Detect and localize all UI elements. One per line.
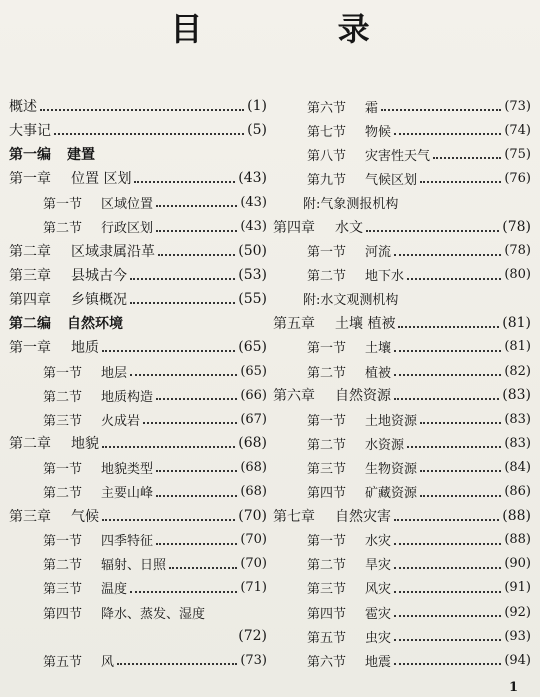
toc-page-ref: (71)	[240, 580, 267, 596]
dot-leader	[407, 264, 501, 280]
toc-label	[9, 144, 95, 164]
toc-title: 四季特征	[101, 534, 154, 550]
toc-label	[9, 120, 51, 140]
toc-title: 地下水	[365, 269, 405, 285]
dot-leader	[394, 553, 501, 569]
toc-label	[43, 217, 153, 236]
toc-title: 风灾	[365, 582, 392, 598]
toc-left-column	[9, 94, 267, 672]
toc-title: 地貌	[71, 436, 99, 453]
toc-page-ref: (94)	[504, 652, 531, 668]
dot-leader	[407, 432, 501, 448]
toc-number: 第八节	[307, 148, 347, 164]
toc-title: 旱灾	[365, 558, 392, 574]
toc-entry-section[interactable]	[273, 166, 531, 190]
toc-entry-section[interactable]	[273, 431, 531, 455]
toc-number: 第二节	[307, 269, 347, 285]
toc-title: 乡镇概况	[71, 291, 127, 308]
toc-page-ref: (83)	[504, 435, 531, 451]
toc-entry-section[interactable]	[9, 552, 267, 576]
dot-leader	[156, 384, 237, 400]
toc-number: 第二节	[307, 437, 347, 453]
toc-title: 自然灾害	[335, 508, 391, 525]
toc-title: 建置	[67, 147, 95, 164]
toc-page-ref: (65)	[240, 363, 267, 379]
toc-entry-section[interactable]	[9, 648, 267, 672]
dot-leader	[156, 216, 237, 232]
toc-page-ref: (76)	[504, 170, 531, 186]
toc-label	[307, 651, 391, 670]
toc-page-ref: (43)	[240, 194, 267, 210]
toc-title: 区域位置	[101, 196, 154, 212]
toc-number: 第二章	[9, 436, 51, 453]
toc-entry-chapter[interactable]	[273, 383, 531, 407]
dot-leader	[420, 167, 501, 183]
toc-page-ref: (81)	[504, 339, 531, 355]
toc-title: 虫灾	[365, 630, 392, 646]
toc-number: 第七节	[307, 124, 347, 140]
toc-entry-section[interactable]	[273, 455, 531, 479]
dot-leader	[366, 216, 499, 232]
toc-entry-part[interactable]	[9, 142, 267, 166]
toc-number: 第二节	[307, 558, 347, 574]
page-number: 1	[508, 680, 518, 695]
dot-leader	[381, 95, 501, 111]
toc-entry-chapter[interactable]	[273, 311, 531, 335]
toc-page-ref: (91)	[504, 580, 531, 596]
toc-page-ref: (70)	[238, 507, 267, 524]
toc-entry-section[interactable]	[273, 263, 531, 287]
dot-leader	[102, 336, 235, 352]
toc-number: 第一节	[307, 245, 347, 261]
dot-leader	[143, 408, 237, 424]
dot-leader	[394, 360, 501, 376]
toc-page-ref: (83)	[504, 411, 531, 427]
toc-right-column	[273, 94, 531, 672]
toc-page-ref: (88)	[502, 507, 531, 524]
toc-page-ref: (73)	[504, 98, 531, 114]
toc-label	[307, 410, 417, 429]
toc-number: 第二节	[43, 486, 83, 502]
dot-leader	[158, 240, 235, 256]
dot-leader	[102, 432, 235, 448]
toc-number: 第二节	[43, 389, 83, 405]
toc-label	[273, 506, 391, 526]
toc-entry-chapter[interactable]	[9, 166, 267, 190]
toc-entry-section[interactable]	[9, 190, 267, 214]
toc-entry-chapter[interactable]	[9, 287, 267, 311]
toc-label	[9, 433, 99, 453]
toc-title: 附:气象测报机构	[303, 196, 399, 212]
toc-label	[43, 458, 153, 477]
toc-page-ref: (78)	[504, 243, 531, 259]
toc-entry-section[interactable]	[9, 455, 267, 479]
dot-leader	[156, 529, 237, 545]
toc-title: 地震	[365, 654, 392, 670]
toc-number: 第二节	[307, 365, 347, 381]
toc-entry-chapter[interactable]	[9, 431, 267, 455]
toc-entry-section[interactable]	[273, 407, 531, 431]
toc-number: 第四节	[307, 606, 347, 622]
toc-label	[273, 217, 363, 237]
toc-entry-section[interactable]	[9, 383, 267, 407]
toc-entry-chapter[interactable]	[9, 335, 267, 359]
toc-label	[43, 603, 205, 622]
toc-label	[307, 145, 430, 164]
toc-title: 土地资源	[365, 413, 418, 429]
toc-label	[43, 193, 153, 212]
toc-page-ref: (67)	[240, 411, 267, 427]
toc-entry-section[interactable]	[273, 480, 531, 504]
toc-entry-section[interactable]	[9, 528, 267, 552]
dot-leader	[394, 529, 501, 545]
toc-page-ref: (92)	[504, 604, 531, 620]
toc-title: 水资源	[365, 437, 405, 453]
toc-label	[307, 97, 378, 116]
toc-label	[43, 530, 153, 549]
toc-title: 河流	[365, 245, 392, 261]
toc-title: 自然环境	[67, 315, 123, 332]
dot-leader	[394, 384, 499, 400]
dot-leader	[102, 505, 235, 521]
toc-page-ref: (50)	[238, 242, 267, 259]
toc-page-ref: (75)	[504, 146, 531, 162]
toc-title: 生物资源	[365, 461, 418, 477]
toc-number: 第六章	[273, 388, 315, 405]
toc-number: 第二节	[43, 221, 83, 237]
toc-label	[307, 530, 391, 549]
toc-page-ref: (1)	[247, 98, 267, 115]
toc-label	[303, 289, 398, 308]
toc-number: 第九节	[307, 172, 347, 188]
toc-entry-section[interactable]	[273, 118, 531, 142]
toc-number: 第二编	[9, 315, 51, 332]
toc-label	[9, 241, 155, 261]
dot-leader	[420, 456, 501, 472]
toc-title: 风	[101, 654, 115, 670]
toc-title: 植被	[365, 365, 392, 381]
toc-label	[273, 385, 391, 405]
toc-number: 第一节	[43, 461, 83, 477]
toc-label	[43, 386, 153, 405]
toc-entry-section[interactable]	[9, 480, 267, 504]
toc-title: 气候区划	[365, 172, 418, 188]
toc-number: 第五节	[43, 654, 83, 670]
toc-page-ref: (88)	[504, 532, 531, 548]
toc-number: 第一章	[9, 339, 51, 356]
toc-page-ref: (65)	[238, 338, 267, 355]
toc-page-ref: (84)	[504, 459, 531, 475]
toc-number: 第一节	[43, 365, 83, 381]
toc-page-ref: (53)	[238, 266, 267, 283]
toc-entry-part[interactable]	[9, 311, 267, 335]
toc-label	[9, 506, 99, 526]
toc-entry-chapter[interactable]	[9, 263, 267, 287]
toc-label	[9, 96, 37, 116]
toc-label	[9, 265, 127, 285]
toc-entry-appendix[interactable]	[273, 287, 531, 311]
dot-leader	[54, 119, 244, 135]
toc-entry-plain[interactable]	[9, 94, 267, 118]
dot-leader	[394, 601, 501, 617]
toc-title: 辐射、日照	[101, 558, 167, 574]
dot-leader	[420, 408, 501, 424]
toc-page-ref: (90)	[504, 556, 531, 572]
toc-number: 第三节	[43, 582, 83, 598]
toc-label	[9, 313, 123, 333]
toc-label	[307, 337, 391, 356]
toc-entry-section[interactable]	[9, 576, 267, 600]
toc-label	[9, 168, 131, 188]
toc-entry-plain[interactable]	[9, 118, 267, 142]
toc-label	[43, 554, 166, 573]
dot-leader	[130, 577, 237, 593]
toc-page-ref: (81)	[502, 314, 531, 331]
toc-number: 第一节	[43, 534, 83, 550]
toc-entry-section[interactable]	[273, 239, 531, 263]
toc-title: 灾害性天气	[365, 148, 431, 164]
toc-title: 霜	[365, 100, 379, 116]
toc-label	[307, 121, 391, 140]
toc-entry-section[interactable]	[273, 648, 531, 672]
toc-entry-chapter[interactable]	[9, 504, 267, 528]
toc-title: 物候	[365, 124, 392, 140]
toc-label	[307, 241, 391, 260]
toc-number: 第四章	[273, 219, 315, 236]
toc-number: 第三章	[9, 508, 51, 525]
toc-title: 附:水文观测机构	[303, 293, 399, 309]
toc-number: 第四节	[43, 606, 83, 622]
toc-title: 雹灾	[365, 606, 392, 622]
toc-page-ref: (66)	[240, 387, 267, 403]
toc-page-ref: (68)	[240, 459, 267, 475]
toc-page-ref: (83)	[502, 387, 531, 404]
toc-entry-section[interactable]	[273, 528, 531, 552]
toc-title: 地质	[71, 339, 99, 356]
toc-label	[307, 554, 391, 573]
toc-entry-section[interactable]	[273, 335, 531, 359]
dot-leader	[130, 288, 235, 304]
toc-number: 第一节	[307, 534, 347, 550]
toc-page-ref: (70)	[240, 532, 267, 548]
toc-entry-section[interactable]	[273, 552, 531, 576]
toc-number: 第三节	[43, 413, 83, 429]
toc-entry-section[interactable]	[9, 600, 267, 624]
toc-entry-section[interactable]	[273, 94, 531, 118]
toc-label	[9, 337, 99, 357]
toc-page-ref: (72)	[238, 628, 267, 645]
toc-title: 气候	[71, 508, 99, 525]
dot-leader	[130, 360, 237, 376]
toc-page-ref: (68)	[240, 484, 267, 500]
toc-title: 概述	[9, 99, 37, 116]
toc-entry-chapter[interactable]	[273, 504, 531, 528]
toc-page-ref: (93)	[504, 628, 531, 644]
toc-page-ref: (55)	[238, 290, 267, 307]
toc-entry-section[interactable]	[9, 407, 267, 431]
dot-leader	[394, 119, 501, 135]
toc-title: 温度	[101, 582, 128, 598]
dot-leader	[394, 505, 499, 521]
dot-leader	[156, 481, 237, 497]
toc-entry-section[interactable]	[273, 142, 531, 166]
toc-number: 第七章	[273, 508, 315, 525]
dot-leader	[420, 481, 501, 497]
toc-label	[307, 362, 391, 381]
dot-leader	[130, 264, 235, 280]
toc-entry-cont[interactable]	[9, 624, 267, 648]
dot-leader	[394, 336, 501, 352]
toc-number: 第一章	[9, 171, 51, 188]
toc-label	[43, 578, 127, 597]
dot-leader	[394, 649, 501, 665]
toc-number: 第四节	[307, 486, 347, 502]
toc-number: 第二章	[9, 243, 51, 260]
toc-label	[307, 627, 391, 646]
toc-entry-section[interactable]	[273, 600, 531, 624]
toc-title: 火成岩	[101, 413, 141, 429]
toc-number: 第二节	[43, 558, 83, 574]
toc-entry-chapter[interactable]	[273, 214, 531, 238]
toc-title: 区域隶属沿革	[71, 243, 155, 260]
toc-title: 土壤 植被	[335, 315, 396, 332]
toc-number: 第一节	[43, 196, 83, 212]
toc-page-ref: (73)	[240, 652, 267, 668]
toc-number: 第三节	[307, 582, 347, 598]
toc-label	[303, 193, 398, 212]
dot-leader	[398, 312, 499, 328]
toc-title: 行政区划	[101, 221, 154, 237]
toc-label	[307, 603, 391, 622]
toc-label	[43, 651, 114, 670]
toc-number: 第六节	[307, 654, 347, 670]
toc-label	[307, 169, 417, 188]
toc-label	[307, 434, 404, 453]
toc-page-ref: (74)	[504, 122, 531, 138]
dot-leader	[394, 577, 501, 593]
toc-label	[43, 410, 140, 429]
toc-label	[43, 362, 127, 381]
toc-page-ref: (5)	[247, 122, 267, 139]
toc-label	[43, 482, 153, 501]
toc-entry-section[interactable]	[9, 359, 267, 383]
toc-label	[273, 313, 395, 333]
dot-leader	[156, 191, 237, 207]
toc-title: 矿藏资源	[365, 486, 418, 502]
toc-number: 第四章	[9, 291, 51, 308]
toc-page-ref: (70)	[240, 556, 267, 572]
toc-entry-section[interactable]	[273, 624, 531, 648]
dot-leader	[169, 553, 237, 569]
toc-number: 第五章	[273, 315, 315, 332]
toc-number: 第三章	[9, 267, 51, 284]
toc-title: 地貌类型	[101, 461, 154, 477]
toc-label	[307, 458, 417, 477]
toc-entry-section[interactable]	[273, 576, 531, 600]
toc-title: 地质构造	[101, 389, 154, 405]
toc-entry-section[interactable]	[9, 214, 267, 238]
toc-label	[9, 289, 127, 309]
toc-entry-section[interactable]	[273, 359, 531, 383]
toc-title: 主要山峰	[101, 486, 154, 502]
toc-page-ref: (43)	[238, 170, 267, 187]
toc-title: 地层	[101, 365, 128, 381]
toc-entry-chapter[interactable]	[9, 239, 267, 263]
dot-leader	[433, 143, 501, 159]
toc-number: 第一编	[9, 147, 51, 164]
toc-page-ref: (78)	[502, 218, 531, 235]
toc-number: 第一节	[307, 341, 347, 357]
toc-number: 第六节	[307, 100, 347, 116]
toc-title: 水文	[335, 219, 363, 236]
toc-title: 降水、蒸发、湿度	[101, 606, 206, 622]
toc-page-ref: (82)	[504, 363, 531, 379]
toc-page-ref: (80)	[504, 267, 531, 283]
toc-entry-appendix[interactable]	[273, 190, 531, 214]
toc-title: 大事记	[9, 123, 51, 140]
dot-leader	[117, 649, 237, 665]
toc-title: 位置 区划	[71, 171, 132, 188]
dot-leader	[394, 240, 501, 256]
toc-page-ref: (86)	[504, 484, 531, 500]
dot-leader	[394, 625, 501, 641]
page-title: 目 录	[170, 10, 432, 48]
toc-title: 自然资源	[335, 388, 391, 405]
toc-number: 第一节	[307, 413, 347, 429]
dot-leader	[134, 167, 235, 183]
toc-page-ref: (68)	[238, 435, 267, 452]
dot-leader	[156, 456, 237, 472]
dot-leader	[40, 95, 244, 111]
toc-number: 第五节	[307, 630, 347, 646]
toc-label	[307, 265, 404, 284]
toc-title: 水灾	[365, 534, 392, 550]
toc-page-ref: (43)	[240, 219, 267, 235]
toc-label	[307, 482, 417, 501]
toc-title: 县城古今	[71, 267, 127, 284]
toc-label	[307, 578, 391, 597]
toc-title: 土壤	[365, 341, 392, 357]
toc-number: 第三节	[307, 461, 347, 477]
